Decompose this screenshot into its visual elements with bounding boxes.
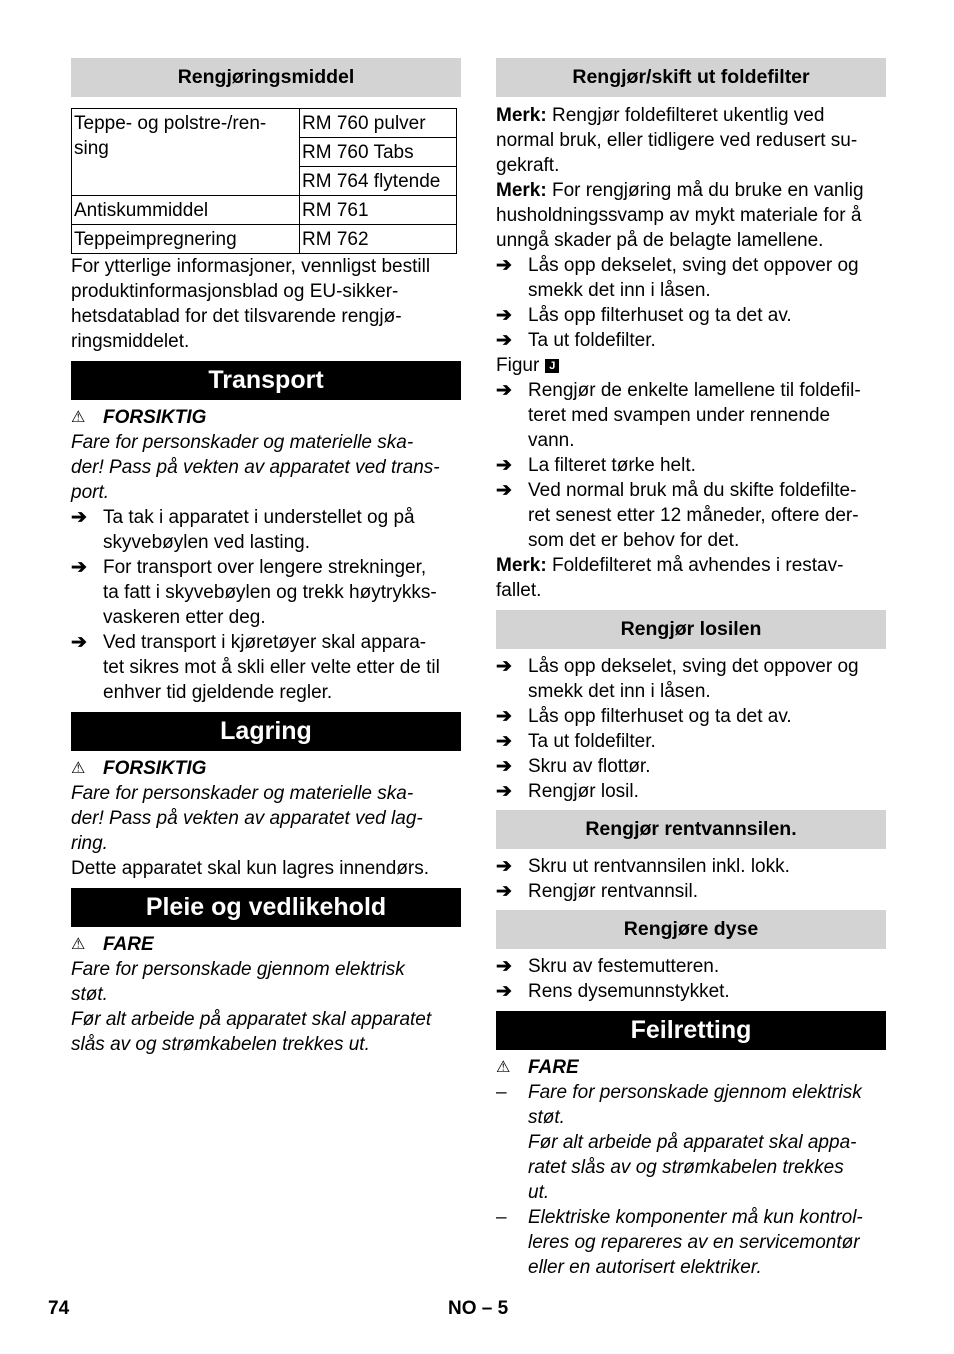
warning-text: FARE: [103, 934, 154, 955]
section-heading-transport: Transport: [71, 361, 461, 400]
text-line: støt.: [71, 984, 108, 1005]
text-line: Lås opp dekselet, sving det oppover og: [528, 656, 859, 677]
storage-note: Dette apparatet skal kun lagres innendørs.: [71, 858, 430, 879]
section-heading-rentvann: Rengjør rentvannsilen.: [496, 810, 886, 849]
text-line: ratet slås av og strømkabelen trekkes: [528, 1157, 844, 1178]
arrow-right-icon: ➔: [496, 956, 512, 977]
table-cell: Teppeimpregnering: [72, 225, 300, 254]
table-cell: Antiskummiddel: [72, 196, 300, 225]
warning-label: [71, 932, 461, 957]
section-heading-rengjoringsmiddel: Rengjøringsmiddel: [71, 58, 461, 97]
text-line: Skru av festemutteren.: [528, 956, 720, 977]
warning-paragraph: [71, 430, 461, 505]
list-item: [496, 1205, 886, 1280]
list-item: [496, 729, 886, 754]
text-line: Ta ut foldefilter.: [528, 731, 656, 752]
text-line: Ta ut foldefilter.: [528, 330, 656, 351]
list-item: [496, 879, 886, 904]
list-item: [496, 478, 886, 553]
cell-text: sing: [74, 138, 109, 159]
list-item: [496, 779, 886, 804]
cell-text: Teppe- og polstre-/ren-: [74, 113, 267, 134]
text-line: enhver tid gjeldende regler.: [103, 682, 333, 703]
text-line: La filteret tørke helt.: [528, 455, 696, 476]
dyse-steps: [496, 954, 886, 1004]
arrow-right-icon: ➔: [71, 632, 87, 653]
text-line: tet sikres mot å skli eller velte etter de til: [103, 657, 440, 678]
text-line: Før alt arbeide på apparatet skal apparatet: [71, 1009, 432, 1030]
list-item: [71, 505, 461, 555]
text-line: smekk det inn i låsen.: [528, 681, 711, 702]
note-label: Merk:: [496, 555, 547, 576]
warning-text: FORSIKTIG: [103, 758, 207, 779]
arrow-right-icon: ➔: [496, 330, 512, 351]
note-paragraph: [496, 178, 886, 253]
text-line: For transport over lengere strekninger,: [103, 557, 427, 578]
text-line: hetsdatablad for det tilsvarende rengjø-: [71, 306, 402, 327]
warning-paragraph: [71, 781, 461, 856]
warning-text: FORSIKTIG: [103, 407, 207, 428]
warning-triangle-icon: ⚠: [71, 760, 86, 777]
arrow-right-icon: ➔: [496, 981, 512, 1002]
note-label: Merk:: [496, 105, 547, 126]
table-cell: RM 764 flytende: [300, 167, 457, 196]
text-line: Lås opp dekselet, sving det oppover og: [528, 255, 859, 276]
table-cell: RM 760 Tabs: [300, 138, 457, 167]
left-column: [71, 58, 461, 1057]
text-line: støt.: [528, 1107, 565, 1128]
table-cell: RM 760 pulver: [300, 109, 457, 138]
text-line: Rengjør rentvannsil.: [528, 881, 699, 902]
arrow-right-icon: ➔: [496, 380, 512, 401]
text-line: Skru av flottør.: [528, 756, 651, 777]
text-line: Rengjør de enkelte lamellene til foldefil-: [528, 380, 861, 401]
text-line: Ved transport i kjøretøyer skal appara-: [103, 632, 427, 653]
text-line: Lås opp filterhuset og ta det av.: [528, 706, 792, 727]
arrow-right-icon: ➔: [71, 507, 87, 528]
text-line: Ved normal bruk må du skifte foldefilte-: [528, 480, 857, 501]
warning-label: [496, 1055, 886, 1080]
text-line: Fare for personskade gjennom elektrisk: [71, 959, 405, 980]
cleaning-agent-table: [71, 108, 457, 254]
text-line: ringsmiddelet.: [71, 331, 190, 352]
text-line: leres og repareres av en servicemontør: [528, 1232, 860, 1253]
text-line: For rengjøring må du bruke en vanlig: [551, 180, 864, 201]
rentvann-steps: [496, 854, 886, 904]
section-heading-losil: Rengjør losilen: [496, 610, 886, 649]
note-label: Merk:: [496, 180, 547, 201]
list-item: [496, 954, 886, 979]
text-line: normal bruk, eller tidligere ved redusert su-: [496, 130, 858, 151]
text-line: vann.: [528, 430, 575, 451]
text-line: Fare for personskade gjennom elektrisk: [528, 1082, 862, 1103]
figure-j-icon: J: [545, 359, 559, 373]
text-line: der! Pass på vekten av apparatet ved trans-: [71, 457, 440, 478]
list-item: [496, 1080, 886, 1205]
text-line: smekk det inn i låsen.: [528, 280, 711, 301]
right-column: [496, 58, 886, 1280]
section-heading-lagring: Lagring: [71, 712, 461, 751]
text-line: produktinformasjonsblad og EU-sikker-: [71, 281, 399, 302]
figure-label: Figur: [496, 355, 540, 376]
warning-label: [71, 756, 461, 781]
text-line: ut.: [528, 1182, 550, 1203]
section-footer: NO – 5: [448, 1298, 509, 1319]
arrow-right-icon: ➔: [496, 455, 512, 476]
warning-label: [71, 405, 461, 430]
note-paragraph: [496, 103, 886, 178]
arrow-right-icon: ➔: [496, 480, 512, 501]
warning-triangle-icon: ⚠: [496, 1059, 511, 1076]
text-line: Ta tak i apparatet i understellet og på: [103, 507, 415, 528]
list-item: [496, 754, 886, 779]
text-line: teret med svampen under rennende: [528, 405, 831, 426]
arrow-right-icon: ➔: [496, 756, 512, 777]
list-item: [496, 303, 886, 328]
section-heading-dyse: Rengjøre dyse: [496, 910, 886, 949]
text-line: skyvebøylen ved lasting.: [103, 532, 310, 553]
arrow-right-icon: ➔: [496, 856, 512, 877]
table-row: [72, 196, 457, 225]
losil-steps: [496, 654, 886, 804]
text-line: Fare for personskader og materielle ska-: [71, 783, 414, 804]
text-line: Rengjør losil.: [528, 781, 639, 802]
warning-paragraph: [71, 957, 461, 1057]
page-number: 74: [48, 1298, 70, 1319]
arrow-right-icon: ➔: [496, 255, 512, 276]
text-line: Skru ut rentvannsilen inkl. lokk.: [528, 856, 790, 877]
list-item: [496, 253, 886, 303]
warning-text: FARE: [528, 1057, 579, 1078]
text-line: slås av og strømkabelen trekkes ut.: [71, 1034, 370, 1055]
text-line: ta fatt i skyvebøylen og trekk høytrykks-: [103, 582, 437, 603]
text-line: Lås opp filterhuset og ta det av.: [528, 305, 792, 326]
text-line: Rens dysemunnstykket.: [528, 981, 730, 1002]
dash-bullet: –: [496, 1082, 507, 1103]
arrow-right-icon: ➔: [496, 706, 512, 727]
list-item: [496, 378, 886, 453]
warning-triangle-icon: ⚠: [71, 936, 86, 953]
text-line: som det er behov for det.: [528, 530, 740, 551]
note-paragraph: [496, 553, 886, 603]
list-item: [496, 979, 886, 1004]
arrow-right-icon: ➔: [496, 881, 512, 902]
list-item: [496, 453, 886, 478]
list-item: [496, 854, 886, 879]
warning-triangle-icon: ⚠: [71, 409, 86, 426]
text-line: ret senest etter 12 måneder, oftere der-: [528, 505, 859, 526]
text-line: unngå skader på de belagte lamellene.: [496, 230, 824, 251]
text-line: eller en autorisert elektriker.: [528, 1257, 762, 1278]
figure-reference: [496, 353, 886, 378]
arrow-right-icon: ➔: [496, 731, 512, 752]
list-item: [496, 704, 886, 729]
text-line: For ytterlige informasjoner, vennligst bestill: [71, 256, 431, 277]
list-item: [496, 654, 886, 704]
dash-bullet: –: [496, 1207, 507, 1228]
section-heading-foldefilter: Rengjør/skift ut foldefilter: [496, 58, 886, 97]
text-line: vaskeren etter deg.: [103, 607, 266, 628]
text-line: Foldefilteret må avhendes i restav-: [551, 555, 844, 576]
section-heading-feilretting: Feilretting: [496, 1011, 886, 1050]
info-paragraph: [71, 254, 461, 354]
table-row: [72, 225, 457, 254]
table-cell: RM 761: [300, 196, 457, 225]
table-cell: RM 762: [300, 225, 457, 254]
table-cell: [72, 109, 300, 196]
text-line: Før alt arbeide på apparatet skal appa-: [528, 1132, 857, 1153]
text-line: port.: [71, 482, 110, 503]
text-line: husholdningssvamp av mykt materiale for å: [496, 205, 862, 226]
section-heading-pleie: Pleie og vedlikehold: [71, 888, 461, 927]
arrow-right-icon: ➔: [71, 557, 87, 578]
text-line: Fare for personskader og materielle ska-: [71, 432, 414, 453]
text-line: Elektriske komponenter må kun kontrol-: [528, 1207, 863, 1228]
arrow-right-icon: ➔: [496, 781, 512, 802]
text-line: Rengjør foldefilteret ukentlig ved: [551, 105, 825, 126]
list-item: [71, 630, 461, 705]
arrow-right-icon: ➔: [496, 656, 512, 677]
arrow-right-icon: ➔: [496, 305, 512, 326]
text-line: ring.: [71, 833, 108, 854]
text-line: der! Pass på vekten av apparatet ved lag-: [71, 808, 423, 829]
table-row: [72, 109, 457, 138]
text-line: fallet.: [496, 580, 542, 601]
text-line: gekraft.: [496, 155, 560, 176]
list-item: [71, 555, 461, 630]
list-item: [496, 328, 886, 353]
